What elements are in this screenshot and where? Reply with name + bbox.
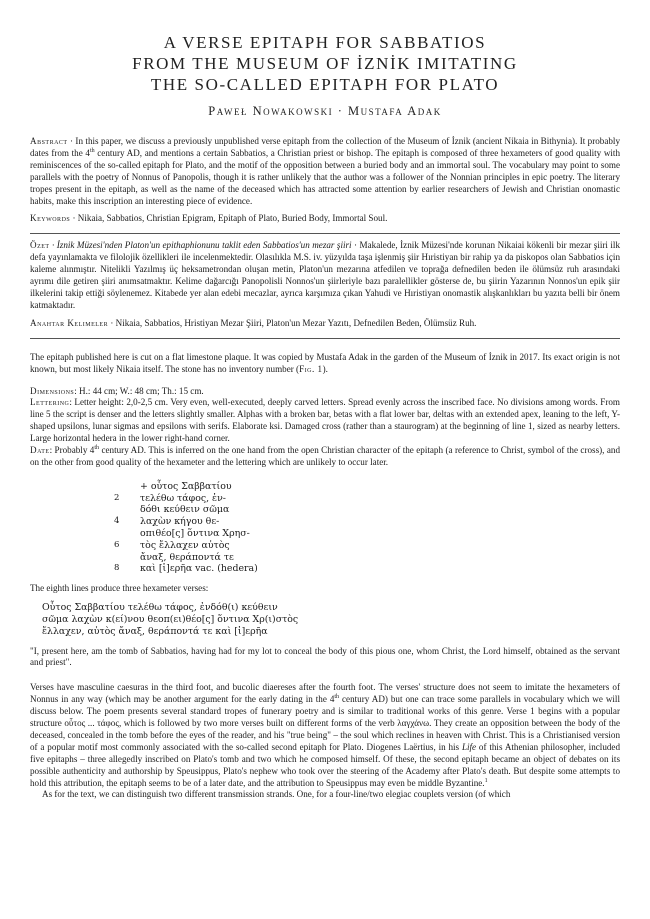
anahtar-kelimeler: Anahtar Kelimeler · Nikaia, Sabbatios, Hristiyan Mezar Şiiri, Platon'un Mezar Yazıtı, Defnedilen Beden, Ölümsüz Ruh. <box>30 317 477 328</box>
paper-page <box>30 0 620 801</box>
greek-line: 4 λαχὼν κήγου θε- <box>114 516 220 528</box>
ozet: Özet · İznik Müzesi'nden Platon'un epithaphionunu taklit eden Sabbatios'un mezar şiiri · Makalede, İznik Müzesi'nde korunan Nikaiai kökenli bir mezar şiiri ilk defa yayınlamakta ve filolojik özellikleri ile incelenmektedir. Olasılıkla M.S. iv. yüzyılda taşa işlenmiş şiir Hıristiyan bir rahip ya da piskopos olan Sabbatios için kaleme alınmıştır. Nitelikli Yazılmış üç heksametrondan oluşan metin, Platon'un mezarına atfedilen ve toprağa defnedilen beden ile ölümsüz ruh arasındaki ayrımı dile getiren şiiri anımsatmaktır. Kelime dağarcığı Panopolisli Nonnos'un şiirleriyle bazı paralellikler gösterse de, bu şiirin Yazarının Nonnos'un epik şiir ilkelerini takip ettiği söylenemez. Kitabede yer alan edebi mecazlar, ayrıca karşımıza çıkan Yahudi ve Hıristiyan onomastik alışkanlıkları bu yazıta belli bir önem katmaktadır. <box>30 240 620 310</box>
intro-paragraph: The epitaph published here is cut on a flat limestone plaque. It was copied by Mustafa Adak in the garden of the Museum of İznik in 2017. Its exact origin is not known, but most likely Nikaia itself. The stone has no inventory number (Fig. 1). <box>30 351 620 374</box>
title-line-2: FROM THE MUSEUM OF İZNİK IMITATING <box>132 54 518 73</box>
section-divider-2 <box>30 338 620 339</box>
verse-line: ἔλλαχεν, αὐτὸς ἄναξ, θεράποντά τε καὶ [ἱ]ερῆα <box>42 625 268 637</box>
figure-reference[interactable]: Fig. 1 <box>299 363 323 374</box>
verse-intro: The eighth lines produce three hexameter verses: <box>30 583 209 594</box>
authors: Paweł Nowakowski · Mustafa Adak <box>208 104 442 118</box>
greek-transcription <box>114 481 620 575</box>
paper-title <box>30 32 620 95</box>
keywords: Keywords · Nikaia, Sabbatios, Christian Epigram, Epitaph of Plato, Buried Body, Immortal Soul. <box>30 213 388 224</box>
abstract-label: Abstract <box>30 136 68 146</box>
verse-analysis-paragraph: Verses have masculine caesuras in the third foot, and bucolic diaereses after the fourth foot. The verses' structure does not seem to imitate the hexameters of Nonnus in any way (which may be another argument for the early dating in the 4th century AD) but one can trace some parallels in vocabulary which we will discuss below. The poem presents several standard tropes of funerary poetry and is similar to traditional works of this genre. Verse 1 begins with a popular structure οὗτος ... τάφος, which is followed by two more verses built on different forms of the verb λαγχάνω. They create an opposition between the body of the deceased, concealed in the tomb before the eyes of the reader, and his "true being" – the soul which reclines in heaven with Christ. This is a Christianised version of a popular motif most commonly associated with the so-called second epitaph for Plato. Diogenes Laërtius, in his Life of this Athenian philosopher, included five epitaphs – three allegedly inscribed on Plato's tomb and two which he composed himself. Of these, the second epitaph became an object of debates on its possible authenticity and authorship by Speusippus, Plato's nephew who took over the steering of the Academy after Plato's death. But despite some attempts to hold this attribution, the epitaph seems to be of a later date, and the attribution to Speusippus may even be middle Byzantine.$^1$ <box>30 682 620 788</box>
abstract: Abstract · In this paper, we discuss a previously unpublished verse epitaph from the collection of the Museum of İznik (ancient Nikaia in Bithynia). It probably dates from the 4th century AD, and mentions a certain Sabbatios, a Christian priest or bishop. The epitaph is composed of three hexameters of good quality with reminiscences of the so-called epitaph for Plato, and the motif of the opposition between a buried body and an immortal soul. The vocabulary may point to some parallels with the poetry of Nonnus of Panopolis, though it is rather unlikely that the author was a follower of the Nonnian principles in epic poetry. The literary tropes present in the epitaph, as well as the name of the deceased which has attracted some attention by earlier researchers of Jewish and Christian onomastic habits, make this inscription an interesting piece of evidence. <box>30 136 621 206</box>
title-line-1: A VERSE EPITAPH FOR SABBATIOS <box>163 33 487 52</box>
greek-line: δόθι κεύθειν σῶμα <box>140 504 230 516</box>
keywords-label: Keywords <box>30 213 71 224</box>
greek-line: ἄναξ, θεράποντά τε <box>140 551 234 563</box>
greek-line: 2 τελέθω τάφος, ἐν- <box>114 492 226 504</box>
ozet-label: Özet <box>30 240 50 251</box>
lettering: Lettering: Letter height: 2,0-2,5 cm. Very even, well-executed, deeply carved letters. Spread evenly across the inscribed face. No divisions among words. From line 5 the script is denser and the letters slightly smaller. Alphas with a broken bar, betas with a flat lower bar, deltas with an extended apex, leaning to the left, Y-shaped upsilons, lunar sigmas and epsilons with serifs. Elaborate ksi. Damaged cross (rather than a staurogram) at the beginning of line 1, sized as nearby letters. Large horizontal hedera in the lower right-hand corner. <box>30 397 620 444</box>
greek-line: 6 τὸς ἔλλαχεν αὐτὸς <box>114 539 230 551</box>
greek-line: οπιθέο[ς] ὅντινα Χρησ- <box>140 528 250 540</box>
verse-line: σῶμα λαχὼν κ(εί)νου θεοπ(ει)θέο[ς] ὅντινα Χρ(ι)στὸς <box>42 613 299 625</box>
inscription-description <box>30 386 620 469</box>
section-divider <box>30 233 620 234</box>
greek-line: 8 καὶ [ἱ]ερῆα vac. (hedera) <box>114 563 258 575</box>
title-line-3: THE SO-CALLED EPITAPH FOR PLATO <box>150 75 500 94</box>
transmission-paragraph: As for the text, we can distinguish two different transmission strands. One, for a four-line/two elegiac couplets version (of which <box>42 789 511 800</box>
anahtar-label: Anahtar Kelimeler <box>30 317 109 328</box>
translation: "I, present here, am the tomb of Sabbatios, having had for my lot to conceal the body of this pious one, whom Christ, the Lord himself, obtained as the servant and priest". <box>30 645 620 668</box>
verse-line: Οὗτος Σαββατίου τελέθω τάφος, ἐνδόθ(ι) κεύθειν <box>42 602 278 614</box>
greek-line: + οὗτος Σαββατίου <box>140 480 232 492</box>
footnote-marker[interactable]: 1 <box>484 777 488 784</box>
hexameter-verses <box>42 602 620 637</box>
date: Date: Probably 4th century AD. This is inferred on the one hand from the open Christian character of the epitaph (a reference to Christ, symbol of the cross), and on the other from good quality of the hexameter and the lettering which are unlikely to occur later. <box>30 445 620 467</box>
dimensions: Dimensions: H.: 44 cm; W.: 48 cm; Th.: 15 cm. <box>30 385 204 396</box>
